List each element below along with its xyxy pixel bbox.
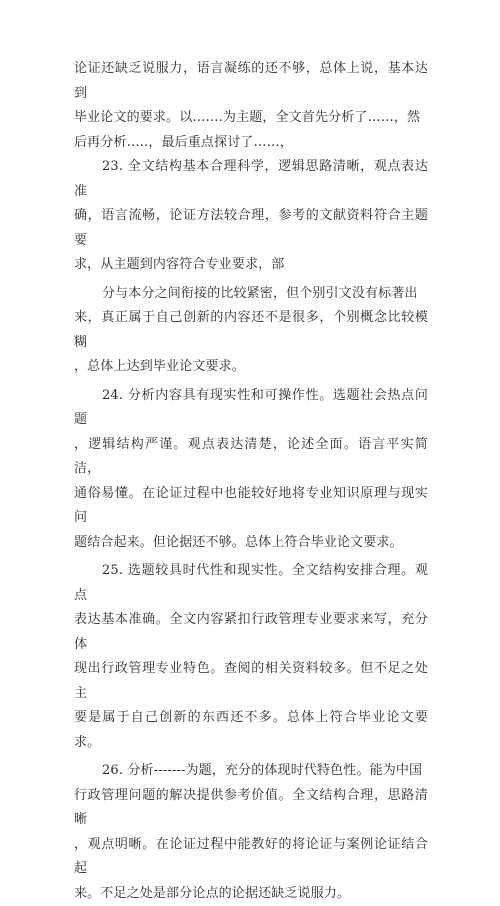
text-line: 现出行政管理专业特色。查阅的相关资料较多。但不足之处主 xyxy=(74,661,428,701)
text-line: 确，语言流畅，论证方法较合理，参考的文献资料符合主题要 xyxy=(74,208,428,248)
text-line: 题结合起来。但论据还不够。总体上符合毕业论文要求。 xyxy=(74,534,403,550)
text-line: 分与本分之间衔接的比较紧密，但个别引文没有标著出 xyxy=(102,285,418,301)
text-line: ，逻辑结构严谨。观点表达清楚，论述全面。语言平实简洁， xyxy=(74,436,428,476)
paragraph-24 xyxy=(74,384,428,556)
text-line: ，总体上达到毕业论文要求。 xyxy=(74,359,245,374)
text-line: 求，从主题到内容符合专业要求，部 xyxy=(74,257,285,272)
text-line: 25. 选题较具时代性和现实性。全文结构安排合理。观点 xyxy=(74,563,428,603)
text-line: 后再分析…..，最后重点探讨了……， xyxy=(74,134,293,150)
paragraph-23-continued xyxy=(74,282,428,380)
text-line: 来。不足之处是部分论点的论据还缺乏说服力。 xyxy=(74,885,351,901)
paragraph-26 xyxy=(74,759,428,906)
document-page xyxy=(74,57,428,906)
paragraph-23 xyxy=(74,155,428,278)
text-line: 毕业论文的要求。以…….为主题，全文首先分析了……，然 xyxy=(74,110,421,125)
text-line: 要是属于自己创新的东西还不多。总体上符合毕业论文要求。 xyxy=(74,710,428,750)
paragraph-intro xyxy=(74,57,428,155)
text-line: 26. 分析-------为题，充分的体现时代特色性。能为中国 xyxy=(102,763,423,778)
text-line: 表达基本准确。全文内容紧扣行政管理专业要求来写，充分体 xyxy=(74,612,428,652)
text-line: 24. 分析内容具有现实性和可操作性。选题社会热点问题 xyxy=(74,387,428,427)
text-line: 通俗易懂。在论证过程中也能较好地将专业知识原理与现实问 xyxy=(74,485,428,525)
paragraph-25 xyxy=(74,559,428,755)
text-line: 行政管理问题的解决提供参考价值。全文结构合理，思路清晰 xyxy=(74,787,428,827)
text-line: 论证还缺乏说服力，语言凝练的还不够，总体上说，基本达到 xyxy=(74,61,428,101)
text-line: 23. 全文结构基本合理科学，逻辑思路清晰，观点表达准 xyxy=(74,159,428,199)
text-line: ，观点明晰。在论证过程中能教好的将论证与案例论证结合起 xyxy=(74,836,428,876)
text-line: 来，真正属于自己创新的内容还不是很多，个别概念比较模糊 xyxy=(74,310,428,350)
